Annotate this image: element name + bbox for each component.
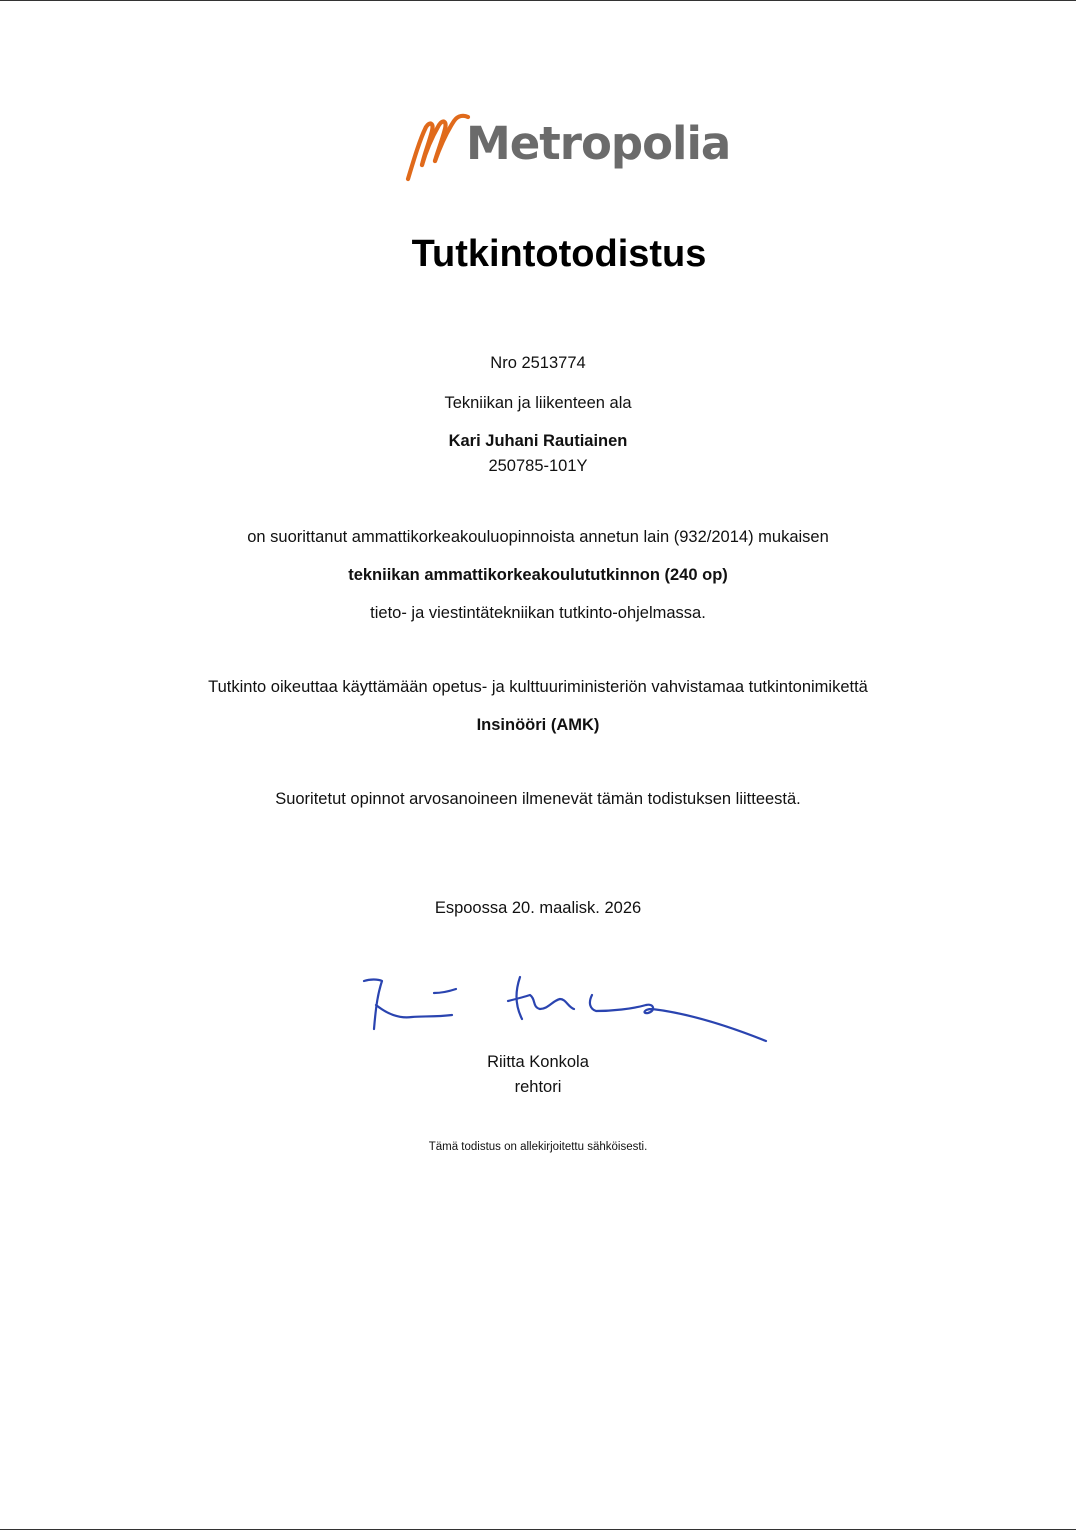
degree-name: tekniikan ammattikorkeakoulututkinnon (240 op) xyxy=(348,566,728,584)
field-of-study: Tekniikan ja liikenteen ala xyxy=(444,394,632,412)
place-and-date: Espoossa 20. maalisk. 2026 xyxy=(434,899,642,917)
document-title: Tutkintotodistus xyxy=(411,233,707,275)
signer-name: Riitta Konkola xyxy=(487,1053,589,1071)
degree-title: Insinööri (AMK) xyxy=(476,716,600,734)
certificate-number: Nro 2513774 xyxy=(490,354,586,372)
metropolia-logo xyxy=(404,109,731,185)
degree-programme: tieto- ja viestintätekniikan tutkinto-ohjelmassa. xyxy=(370,604,706,622)
entitlement-line: Tutkinto oikeuttaa käyttämään opetus- ja kulttuuriministeriön vahvistamaa tutkintonimikettä xyxy=(208,678,868,696)
graduate-id: 250785-101Y xyxy=(488,457,588,475)
logo-wordmark: Metropolia xyxy=(466,117,731,170)
grades-note: Suoritetut opinnot arvosanoineen ilmenevät tämän todistuksen liitteestä. xyxy=(275,790,801,808)
electronic-signature-note: Tämä todistus on allekirjoitettu sähköisesti. xyxy=(428,1141,648,1153)
metropolia-logo-mark-icon xyxy=(404,109,474,185)
signer-role: rehtori xyxy=(514,1078,562,1096)
statement-line: on suorittanut ammattikorkeakouluopinnoista annetun lain (932/2014) mukaisen xyxy=(247,528,829,546)
graduate-name: Kari Juhani Rautiainen xyxy=(448,432,628,450)
handwritten-signature xyxy=(356,969,776,1049)
